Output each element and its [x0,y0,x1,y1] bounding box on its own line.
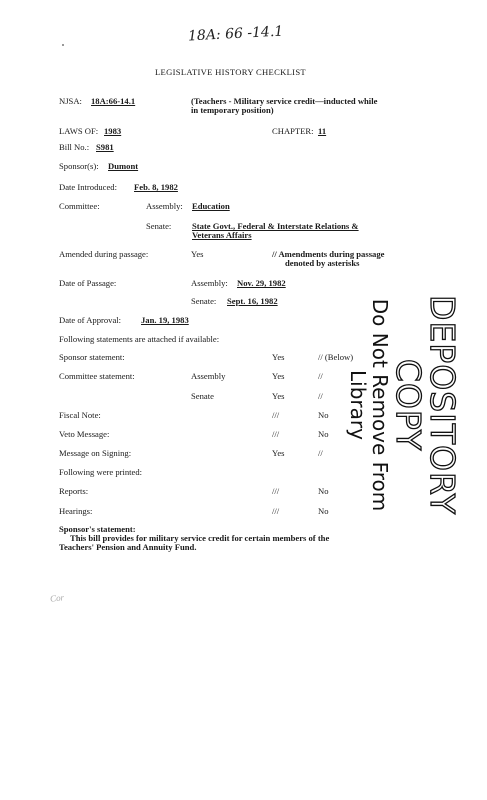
committee-statement-senate-answer: Yes [272,391,285,401]
speck-dot [62,44,64,46]
reports-answer: /// [272,486,280,496]
veto-message-answer: /// [272,429,280,439]
attached-heading: Following statements are attached if available: [59,334,220,344]
committee-senate-value-line1: State Govt., Federal & Interstate Relations & [192,221,359,231]
date-introduced-label: Date Introduced: [59,182,117,192]
committee-statement-senate-mark: // [318,391,323,401]
amended-label: Amended during passage: [59,249,149,259]
committee-statement-assembly-answer: Yes [272,371,285,381]
fiscal-note-answer: /// [272,410,280,420]
printed-heading: Following were printed: [59,467,143,477]
handwritten-number: 18A: 66 -14.1 [187,23,284,45]
committee-statement-assembly-mark: // [318,371,323,381]
sponsor-statement-line2: Teachers' Pension and Annuity Fund. [59,542,197,552]
committee-assembly-label: Assembly: [146,201,183,211]
committee-senate-label: Senate: [146,221,172,231]
reports-label: Reports: [59,486,89,496]
committee-statement-label: Committee statement: [59,371,135,381]
veto-message-label: Veto Message: [59,429,110,439]
njsa-value: 18A:66-14.1 [91,96,136,106]
stamp-line1: DEPOSITORY COPY [389,295,462,515]
date-of-approval-label: Date of Approval: [59,315,122,325]
message-on-signing-mark: // [318,448,323,458]
faint-mark: Cor [49,592,65,604]
committee-label: Committee: [59,201,100,211]
bill-no-label: Bill No.: [59,142,90,152]
amended-note-line2: denoted by asterisks [285,258,360,268]
sponsors-label: Sponsor(s): [59,161,99,171]
sponsor-statement-line1: This bill provides for military service credit for certain members of the [70,533,330,543]
hearings-mark: No [318,506,329,516]
sponsor-statement-heading: Sponsor's statement: [59,524,136,534]
date-of-approval-value: Jan. 19, 1983 [141,315,189,325]
njsa-description-line1: (Teachers - Military service credit—inducted while [191,96,378,106]
date-of-passage-label: Date of Passage: [59,278,117,288]
amended-note-line1: // Amendments during passage [272,249,385,259]
committee-assembly-value: Education [192,201,230,211]
passage-senate-value: Sept. 16, 1982 [227,296,278,306]
message-on-signing-answer: Yes [272,448,285,458]
passage-senate-label: Senate: [191,296,217,306]
passage-assembly-label: Assembly: [191,278,228,288]
fiscal-note-label: Fiscal Note: [59,410,101,420]
reports-mark: No [318,486,329,496]
committee-statement-assembly: Assembly [191,371,226,381]
veto-message-mark: No [318,429,329,439]
bill-no-value: S981 [96,142,114,152]
chapter-value: 11 [318,126,327,136]
sponsors-value: Dumont [108,161,139,171]
page-title: LEGISLATIVE HISTORY CHECKLIST [155,67,306,77]
njsa-label: NJSA: [59,96,82,106]
committee-senate-value-line2: Veterans Affairs [192,230,252,240]
stamp-line2: Do Not Remove From Library [346,298,392,512]
message-on-signing-label: Message on Signing: [59,448,132,458]
amended-value: Yes [191,249,204,259]
laws-of-label: LAWS OF: [59,126,99,136]
hearings-label: Hearings: [59,506,93,516]
fiscal-note-mark: No [318,410,329,420]
laws-of-value: 1983 [104,126,122,136]
sponsor-statement-label: Sponsor statement: [59,352,125,362]
sponsor-statement-answer: Yes [272,352,285,362]
njsa-description-line2: in temporary position) [191,105,274,115]
sponsor-statement-mark: // (Below) [318,352,354,362]
passage-assembly-value: Nov. 29, 1982 [237,278,286,288]
date-introduced-value: Feb. 8, 1982 [134,182,178,192]
chapter-label: CHAPTER: [272,126,314,136]
hearings-answer: /// [272,506,280,516]
committee-statement-senate: Senate [191,391,214,401]
depository-stamp [346,290,462,520]
